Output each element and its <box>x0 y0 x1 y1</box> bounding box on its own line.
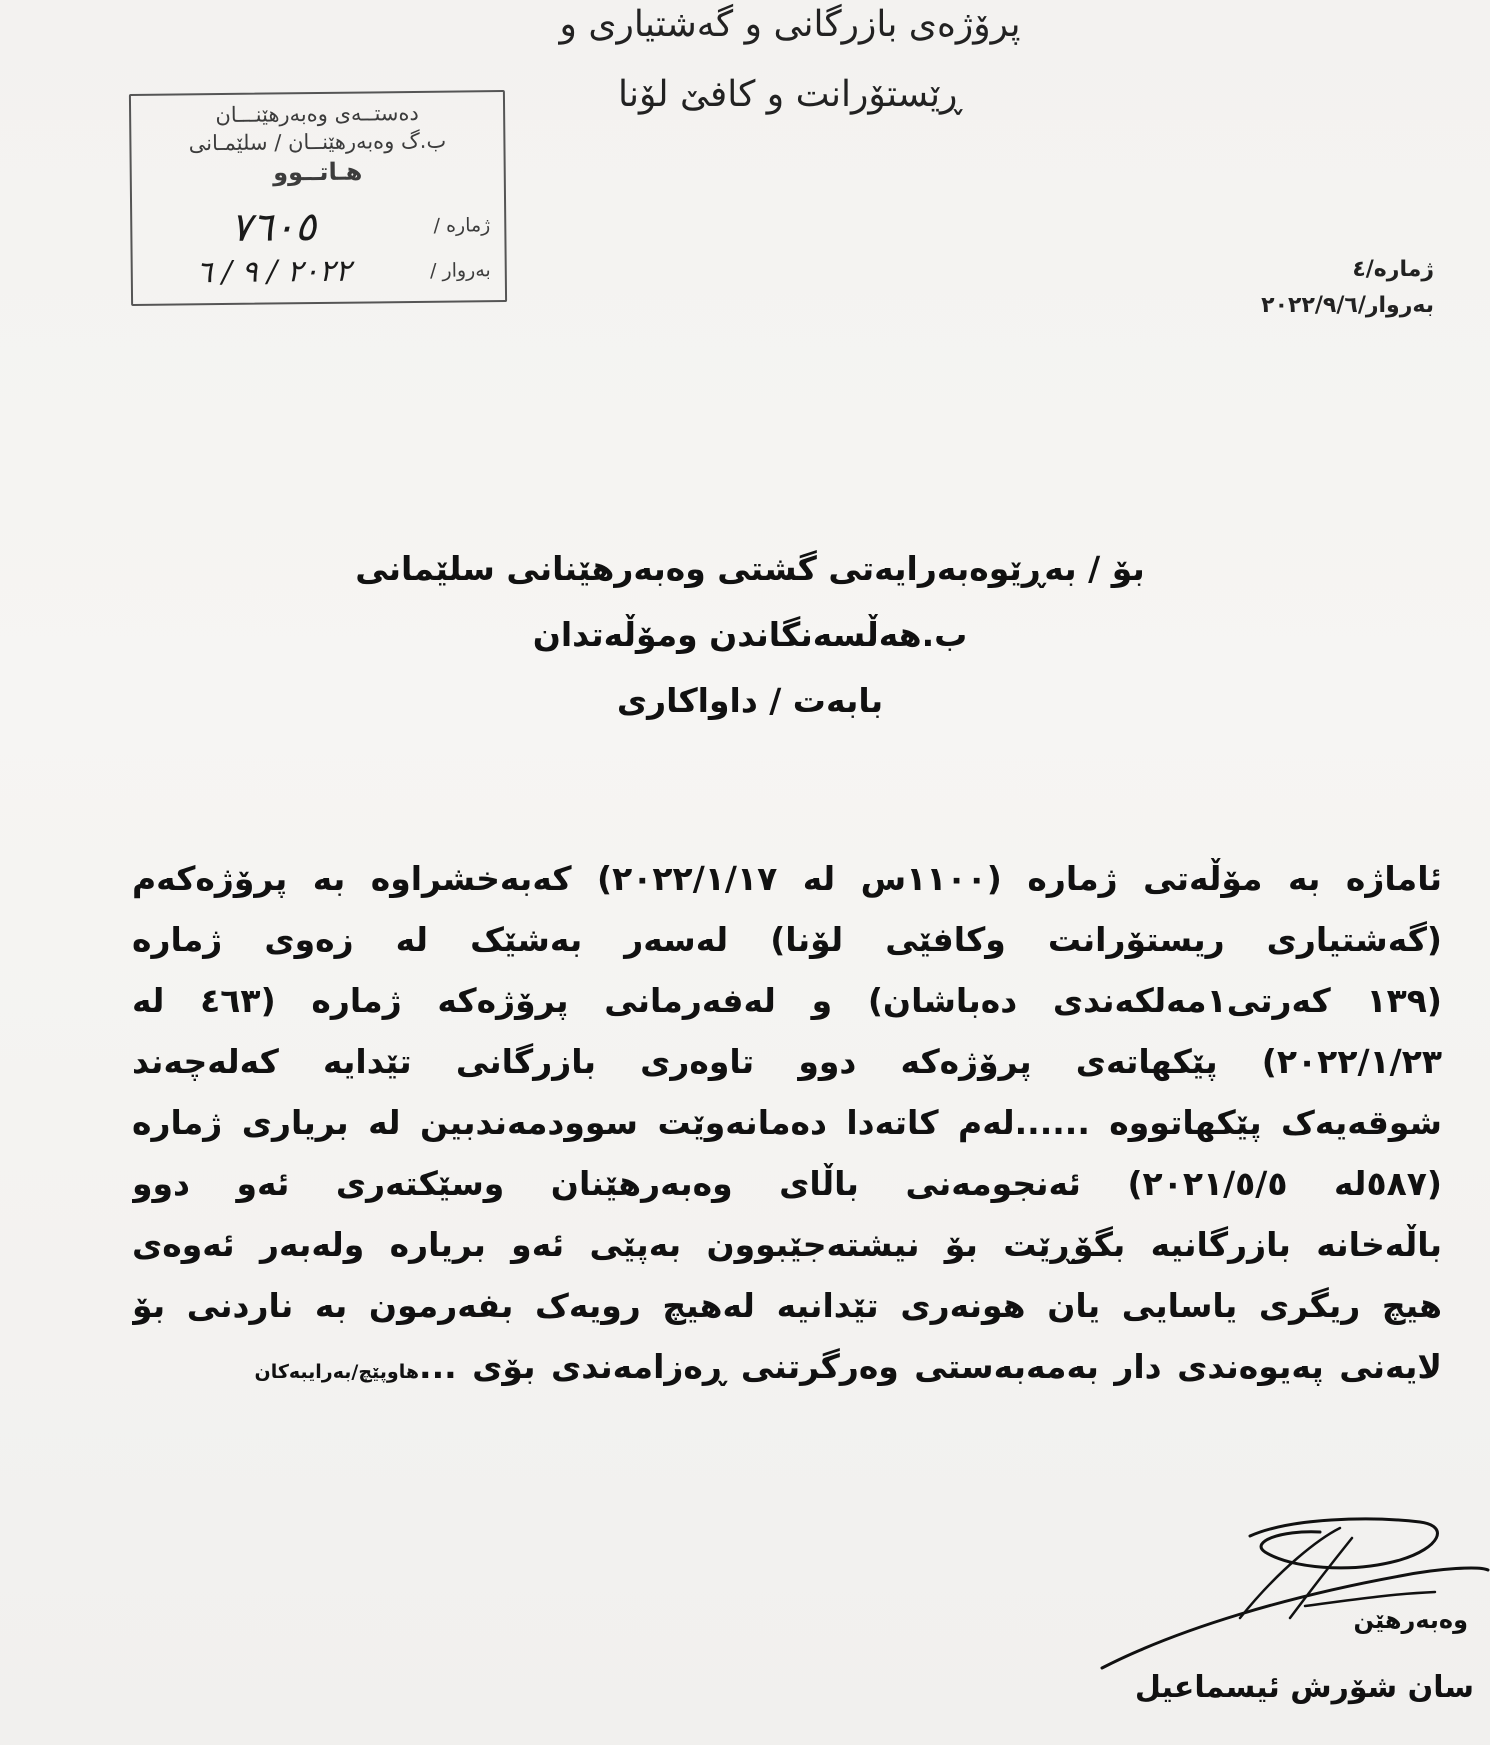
stamp-line-1: دەستــەی وەبەرهێنـــان <box>215 100 419 128</box>
stamp-number-value: ٧٦٠٥ <box>230 204 317 251</box>
addressee-block <box>300 536 1200 734</box>
stamp-number-label: ژمارە / <box>433 214 491 237</box>
body-line: (٥٨٧لە ٢٠٢١/٥/٥) ئەنجومەنی باڵای وەبەرهێنان وسێکتەری ئەو دوو <box>132 1164 1442 1203</box>
letter-body <box>132 848 1442 1403</box>
body-line: باڵەخانە بازرگانیە بگۆڕێت بۆ نیشتەجێبوون بەپێی ئەو بریارە ولەبەر ئەوەی <box>132 1225 1442 1264</box>
body-line: ئاماژە بە مۆڵەتی ژمارە (١١٠٠س لە ٢٠٢٢/١/١٧) کەبەخشراوە بە پرۆژەکەم <box>132 859 1442 898</box>
body-line: شوقەیەک پێکهاتووە ......لەم کاتەدا دەمانەوێت سوودمەندبین لە بریاری ژمارە <box>132 1103 1442 1142</box>
body-line-last-text: لایەنی پەیوەندی دار بەمەبەستی وەرگرتنی ڕەزامەندی بۆی ... <box>419 1347 1442 1386</box>
reference-block <box>1261 252 1434 324</box>
reference-date: بەروار/٢٠٢٢/٩/٦ <box>1261 293 1434 318</box>
letterhead <box>480 0 1100 124</box>
stamp-line-3: هـاتــوو <box>272 157 363 187</box>
addressee-to: بۆ / بەڕێوەبەرایەتی گشتی وەبەرهێنانی سلێمانی <box>355 549 1145 588</box>
signatory-name: سان شۆرش ئیسماعیل <box>1134 1670 1474 1705</box>
signatory-title: وەبەرهێن <box>1353 1606 1468 1634</box>
addressee-subject: بابەت / داواکاری <box>616 681 884 720</box>
stamp-number-row <box>146 202 490 252</box>
stamp-line-2: ب.گ وەبەرهێنــان / سلێمـانی <box>188 128 447 156</box>
body-line: (گەشتیاری ریستۆرانت وکافێی لۆنا) لەسەر بەشێک لە زەوی ژمارە <box>132 920 1442 959</box>
addressee-department: ب.هەڵسەنگاندن ومۆڵەتدان <box>532 615 968 654</box>
body-line-last <box>132 1336 1442 1403</box>
letterhead-line-1: پرۆژەی بازرگانی و گەشتیاری و <box>559 4 1021 45</box>
attachments-note: هاوپێچ/بەرایبەکان <box>254 1361 420 1383</box>
body-line: هیچ ریگری یاسایی یان هونەری تێدانیە لەهیچ رویەک بفەرمون بە ناردنی بۆ <box>132 1286 1442 1325</box>
stamp-date-value: ٢٠٢٢ / ٩ / ٦ <box>196 253 352 291</box>
incoming-stamp <box>129 90 507 306</box>
letterhead-line-2: ڕێستۆرانت و کافێ لۆنا <box>618 74 962 115</box>
reference-number: ژمارە/٤ <box>1352 257 1434 282</box>
stamp-date-row <box>147 252 491 291</box>
stamp-date-label: بەروار / <box>429 258 491 282</box>
body-line: (١٣٩ کەرتی١مەلکەندی دەباشان) و لەفەرمانی پرۆژەکە ژمارە (٤٦٣ لە <box>132 981 1442 1020</box>
handwritten-signature <box>1090 1508 1490 1688</box>
body-line: ٢٠٢٢/١/٢٣) پێکهاتەی پرۆژەکە دوو تاوەری بازرگانی تێدایە کەلەچەند <box>132 1042 1442 1081</box>
